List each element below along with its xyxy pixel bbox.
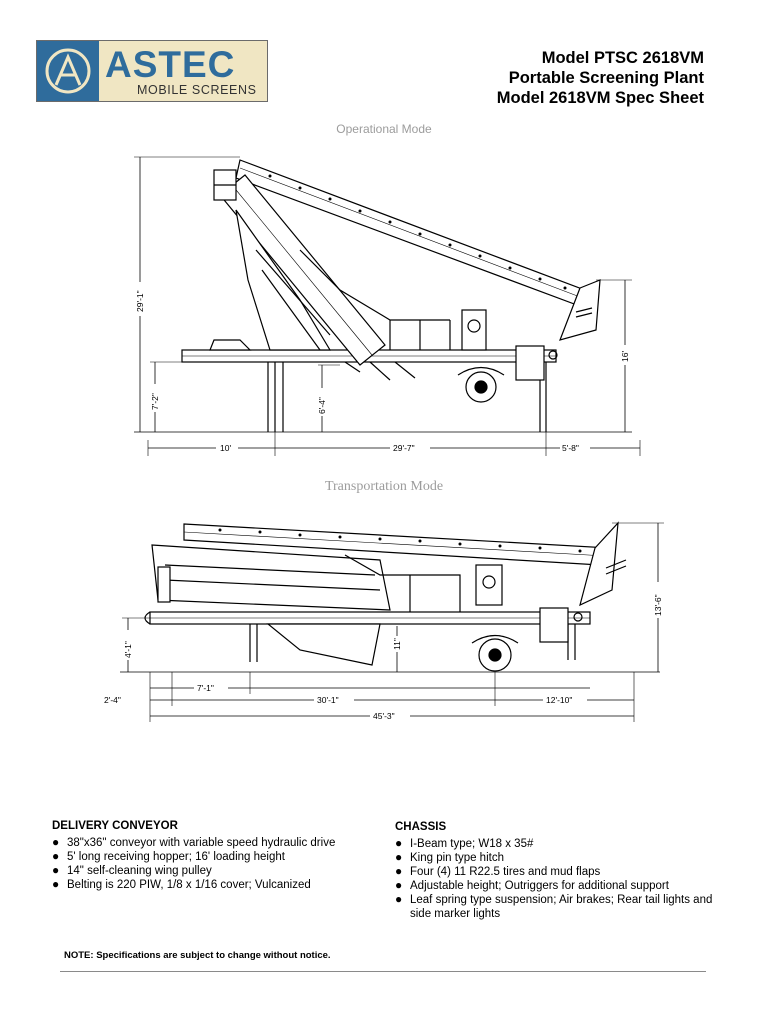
dim-seg2: 29'-7" [393,443,415,453]
dim-overall-height: 29'-1" [135,290,145,312]
bullet-icon: ● [395,878,403,892]
dim-t-offset: 2'-4" [104,695,121,705]
operational-dimension-labels [134,282,631,453]
list-item: ● King pin type hitch [395,850,504,864]
dim-t-seg2: 30'-1" [317,695,339,705]
chassis-title: CHASSIS [395,821,447,833]
disclaimer-note: NOTE: Specifications are subject to change without notice. [64,950,331,961]
bullet-icon: ● [52,863,60,877]
dim-left-height: 7'-2" [150,393,160,410]
operational-mode-caption: Operational Mode [336,122,432,136]
transportation-mode-caption: Transportation Mode [324,479,444,494]
dim-t-inner-height: 11" [392,638,402,650]
spec-sheet-title: Model 2618VM Spec Sheet [496,89,704,107]
dim-t-seg3: 12'-10" [546,695,573,705]
dim-t-overall-length: 45'-3" [373,711,395,721]
delivery-conveyor-section [52,820,362,892]
dim-t-overall-height: 13'-6" [653,594,663,616]
model-title: Model PTSC 2618VM [541,49,704,67]
delivery-conveyor-list [52,836,362,892]
bullet-icon: ● [395,836,403,850]
list-item: ● 14" self-cleaning wing pulley [52,863,212,877]
dim-t-left-height: 4'-1" [123,641,133,658]
chassis-list [395,837,715,921]
dim-seg1: 10' [220,443,232,453]
list-item: ● Adjustable height; Outriggers for additional support [395,878,669,892]
operational-mode-drawing [134,157,640,456]
list-item: ● Four (4) 11 R22.5 tires and mud flaps [395,864,601,878]
chassis-section [395,821,715,921]
list-item: ● 38"x36" conveyor with variable speed hydraulic drive [52,835,336,849]
bullet-icon: ● [52,835,60,849]
delivery-conveyor-title: DELIVERY CONVEYOR [52,820,178,832]
logo-subtitle: MOBILE SCREENS [137,83,257,97]
bullet-icon: ● [52,849,60,863]
list-item: ● Leaf spring type suspension; Air brakes; Rear tail lights and side marker lights [395,892,713,920]
list-item: ● 5' long receiving hopper; 16' loading height [52,849,285,863]
plant-title: Portable Screening Plant [508,69,704,87]
footer-divider [60,971,706,972]
bullet-icon: ● [395,892,403,906]
bullet-icon: ● [395,850,403,864]
bullet-icon: ● [395,864,403,878]
dim-inner-height: 6'-4" [317,397,327,414]
dim-seg3: 5'-8" [562,443,579,453]
dim-right-height: 16' [620,350,630,362]
list-item: ● Belting is 220 PIW, 1/8 x 1/16 cover; Vulcanized [52,877,311,891]
bullet-icon: ● [52,877,60,891]
logo-word: ASTEC [105,44,236,85]
dim-t-seg1: 7'-1" [197,683,214,693]
list-item: ● I-Beam type; W18 x 35# [395,836,534,850]
